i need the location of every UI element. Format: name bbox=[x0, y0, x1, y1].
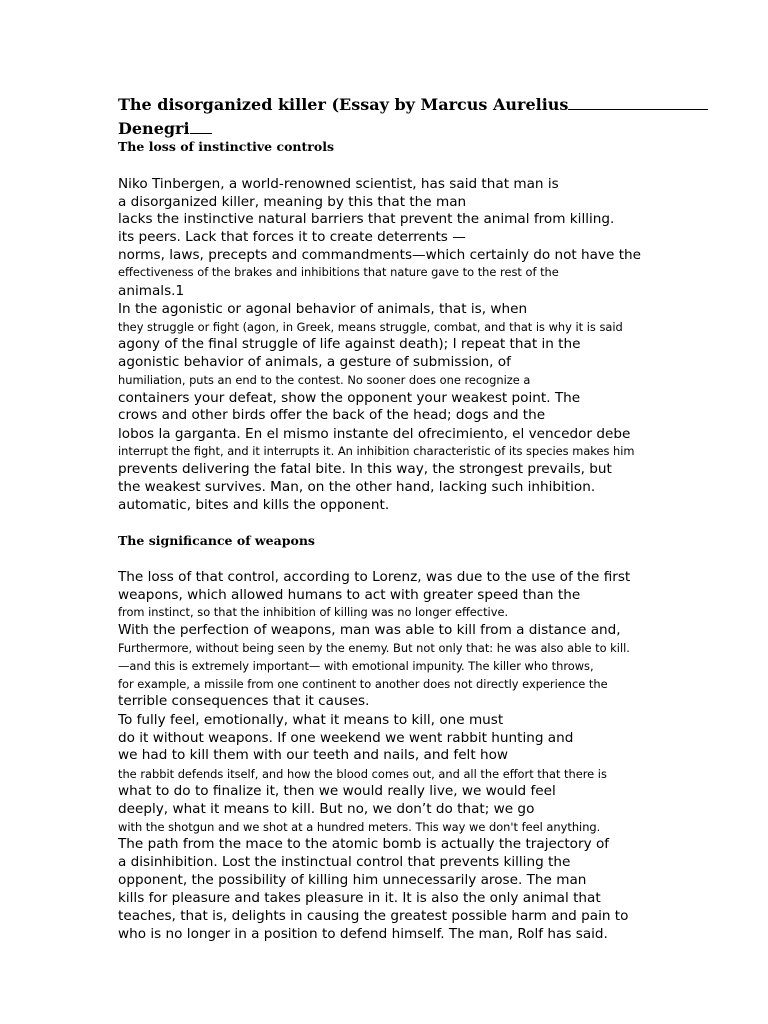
paragraph-line: The path from the mace to the atomic bomb is actually the trajectory of bbox=[118, 836, 610, 852]
paragraph-line: containers your defeat, show the opponent your weakest point. The bbox=[118, 390, 581, 406]
paragraph-line: its peers. Lack that forces it to create deterrents — bbox=[118, 229, 466, 245]
document-title-line-2 bbox=[118, 119, 640, 139]
paragraph-line: from instinct, so that the inhibition of killing was no longer effective. bbox=[118, 605, 509, 619]
document-title-text-2: Denegri bbox=[118, 119, 190, 138]
paragraph-line: a disorganized killer, meaning by this that the man bbox=[118, 194, 467, 210]
paragraph-line: The loss of that control, according to Lorenz, was due to the use of the first bbox=[118, 569, 631, 585]
paragraph-line: weapons, which allowed humans to act with greater speed than the bbox=[118, 587, 581, 603]
paragraph-line: we had to kill them with our teeth and nails, and felt how bbox=[118, 747, 509, 763]
title-underline-fill-2 bbox=[190, 119, 212, 134]
paragraph-line: the weakest survives. Man, on the other hand, lacking such inhibition. bbox=[118, 479, 596, 495]
paragraph-line: norms, laws, precepts and commandments—which certainly do not have the bbox=[118, 247, 642, 263]
paragraph-line: With the perfection of weapons, man was able to kill from a distance and, bbox=[118, 622, 621, 638]
section-heading-instinctive-controls: The loss of instinctive controls bbox=[118, 139, 334, 154]
paragraph-line: crows and other birds offer the back of the head; dogs and the bbox=[118, 407, 546, 423]
paragraph-line: In the agonistic or agonal behavior of animals, that is, when bbox=[118, 301, 528, 317]
paragraph-line: humiliation, puts an end to the contest. No sooner does one recognize a bbox=[118, 373, 531, 387]
paragraph-line: terrible consequences that it causes. bbox=[118, 693, 370, 709]
paragraph-line: a disinhibition. Lost the instinctual control that prevents killing the bbox=[118, 854, 571, 870]
paragraph-line: agonistic behavior of animals, a gesture of submission, of bbox=[118, 354, 511, 370]
paragraph-line: lobos la garganta. En el mismo instante del ofrecimiento, el vencedor debe bbox=[118, 426, 631, 442]
paragraph-line: the rabbit defends itself, and how the blood comes out, and all the effort that there is bbox=[118, 767, 607, 781]
section-heading-significance-of-weapons: The significance of weapons bbox=[118, 533, 315, 548]
paragraph-line: who is no longer in a position to defend himself. The man, Rolf has said. bbox=[118, 926, 608, 942]
paragraph-line: agony of the final struggle of life against death); I repeat that in the bbox=[118, 336, 581, 352]
document-title-text-1: The disorganized killer (Essay by Marcus Aurelius bbox=[118, 95, 569, 114]
paragraph-line: teaches, that is, delights in causing the greatest possible harm and pain to bbox=[118, 908, 629, 924]
paragraph-line: lacks the instinctive natural barriers that prevent the animal from killing. bbox=[118, 211, 615, 227]
paragraph-line: Niko Tinbergen, a world-renowned scientist, has said that man is bbox=[118, 176, 559, 192]
paragraph-line: kills for pleasure and takes pleasure in it. It is also the only animal that bbox=[118, 890, 601, 906]
paragraph-line: with the shotgun and we shot at a hundred meters. This way we don't feel anything. bbox=[118, 820, 601, 834]
paragraph-line: automatic, bites and kills the opponent. bbox=[118, 497, 390, 513]
title-underline-fill bbox=[568, 95, 708, 110]
paragraph-line: opponent, the possibility of killing him unnecessarily arose. The man bbox=[118, 872, 587, 888]
paragraph-line: what to do to finalize it, then we would really live, we would feel bbox=[118, 783, 556, 799]
paragraph-line: they struggle or fight (agon, in Greek, means struggle, combat, and that is why it is said bbox=[118, 320, 623, 334]
paragraph-line: animals.1 bbox=[118, 283, 185, 299]
paragraph-line: for example, a missile from one continent to another does not directly experience the bbox=[118, 677, 608, 691]
paragraph-line: deeply, what it means to kill. But no, we don’t do that; we go bbox=[118, 801, 535, 817]
paragraph-line: Furthermore, without being seen by the enemy. But not only that: he was also able to kill. bbox=[118, 641, 630, 655]
paragraph-line: To fully feel, emotionally, what it means to kill, one must bbox=[118, 712, 504, 728]
paragraph-line: prevents delivering the fatal bite. In this way, the strongest prevails, but bbox=[118, 461, 612, 477]
paragraph-line: effectiveness of the brakes and inhibitions that nature gave to the rest of the bbox=[118, 265, 559, 279]
paragraph-line: —and this is extremely important— with emotional impunity. The killer who throws, bbox=[118, 659, 594, 673]
document-title-line-1 bbox=[118, 95, 640, 115]
paragraph-line: do it without weapons. If one weekend we went rabbit hunting and bbox=[118, 730, 574, 746]
paragraph-line: interrupt the fight, and it interrupts it. An inhibition characteristic of its species makes him bbox=[118, 444, 635, 458]
